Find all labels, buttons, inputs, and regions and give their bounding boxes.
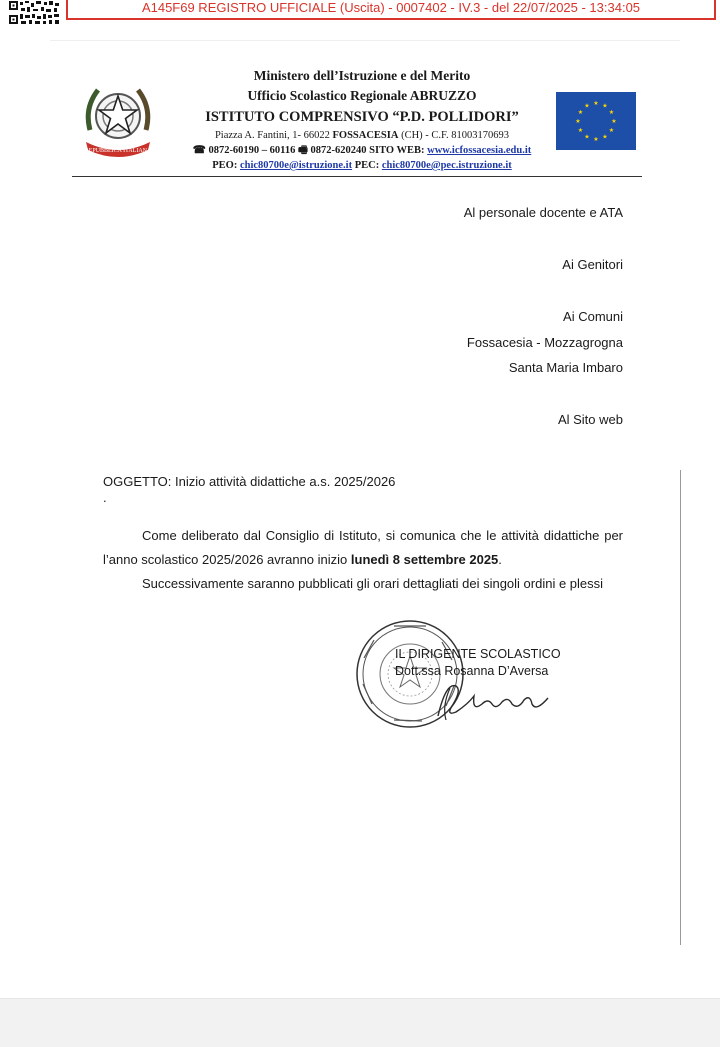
svg-text:★: ★ [593,100,599,107]
subject-line: OGGETTO: Inizio attività didattiche a.s. 2025/2026 [103,474,396,489]
phone-fax: ☎ 0872-60190 – 60116 🖷 0872-620240 SITO WEB: [192,145,425,156]
viewer-footer [0,998,720,1047]
recipient-line: Al Sito web [557,412,623,427]
letterhead [72,66,642,178]
pec-email-link[interactable]: chic80700e@pec.istruzione.it [381,160,512,171]
qr-code [8,0,60,26]
svg-text:★: ★ [577,127,584,134]
svg-text:★: ★ [584,102,590,110]
svg-text:★: ★ [575,118,581,125]
svg-text:★: ★ [602,133,608,141]
svg-text:★: ★ [611,118,617,125]
body-paragraph-1-line-1: Come deliberato dal Consiglio di Istituto, si comunica che le attività didattiche per [142,528,623,543]
page-edge [50,40,680,41]
body-paragraph-2: Successivamente saranno pubblicati gli orari dettagliati dei singoli ordini e plessi [142,576,604,591]
peo-label: PEO: [212,160,238,171]
address-prefix: Piazza A. Fantini, 1- 66022 [214,130,333,141]
email-line [172,158,552,173]
body-text: . [498,552,502,567]
signatory-role: IL DIRIGENTE SCOLASTICO [395,647,561,661]
handwritten-signature [432,676,556,724]
svg-text:★: ★ [608,109,615,116]
svg-text:★: ★ [602,102,608,110]
start-date: lunedì 8 settembre 2025 [350,552,499,567]
contacts-line [172,143,552,158]
body-paragraph-1-line-2 [103,548,623,572]
signatory-name: Dott.ssa Rosanna D’Aversa [395,664,549,678]
stray-dot: . [103,490,107,505]
svg-text:REPUBBLICA ITALIANA: REPUBBLICA ITALIANA [84,148,152,154]
recipient-line: Ai Genitori [562,257,623,272]
recipient-line: Al personale docente e ATA [463,205,623,220]
eu-flag-icon [556,92,636,150]
svg-text:★: ★ [584,133,590,141]
italian-emblem-icon [80,78,156,162]
svg-text:★: ★ [593,136,599,143]
recipient-line: Ai Comuni [563,309,623,324]
address-suffix: (CH) - C.F. 81003170693 [398,130,510,141]
address-line [172,128,552,143]
ministry-name: Ministero dell’Istruzione e del Merito [253,68,471,83]
regional-office: Ufficio Scolastico Regionale ABRUZZO [247,88,477,103]
address-city: FOSSACESIA [332,130,399,141]
header-divider [72,176,642,177]
body-text: l’anno scolastico 2025/2026 avranno inizio [103,552,351,567]
recipient-line: Fossacesia - Mozzagrogna [466,335,623,350]
recipient-line: Santa Maria Imbaro [508,360,623,375]
letterhead-text [172,66,552,173]
svg-text:★: ★ [577,109,584,116]
peo-email-link[interactable]: chic80700e@istruzione.it [239,160,353,171]
website-link[interactable]: www.icfossacesia.edu.it [427,145,532,156]
school-name: ISTITUTO COMPRENSIVO “P.D. POLLIDORI” [205,109,519,125]
pec-label: PEC: [354,160,380,171]
page-edge [680,470,681,945]
protocol-stamp: A145F69 REGISTRO UFFICIALE (Uscita) - 0007402 - IV.3 - del 22/07/2025 - 13:34:05 [66,0,716,20]
svg-text:★: ★ [608,127,615,134]
